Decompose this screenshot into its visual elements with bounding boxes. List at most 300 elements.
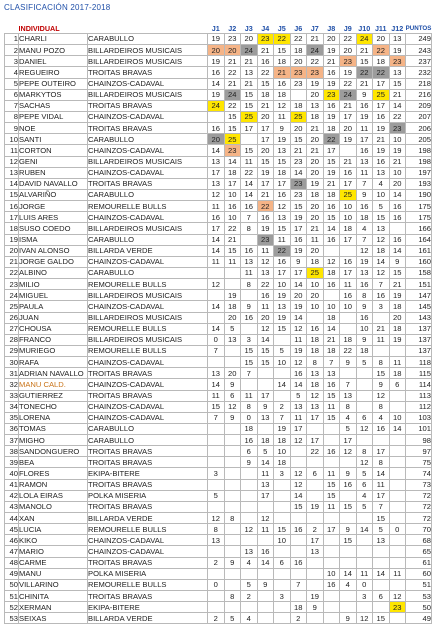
player-name: DANIEL (19, 56, 88, 67)
score-cell: 23 (389, 123, 406, 134)
score-cell: 18 (274, 167, 291, 178)
score-cell: 17 (307, 412, 324, 423)
total-points: 175 (406, 201, 432, 212)
header-points: PUNTOS (405, 25, 432, 32)
score-cell (241, 602, 258, 613)
score-cell: 18 (257, 435, 274, 446)
score-cell: 15 (290, 501, 307, 512)
score-cell (340, 591, 357, 602)
header-round: J5 (277, 25, 286, 33)
score-cell (208, 446, 225, 457)
score-cell: 13 (307, 368, 324, 379)
total-points: 218 (406, 78, 432, 89)
score-cell: 15 (224, 245, 241, 256)
score-cell: 9 (340, 524, 357, 535)
score-cell: 0 (356, 579, 373, 590)
score-cell: 24 (241, 45, 258, 56)
table-row (5, 234, 432, 245)
score-cell: 19 (224, 290, 241, 301)
score-cell: 19 (274, 312, 291, 323)
table-row (5, 56, 432, 67)
score-cell (224, 468, 241, 479)
score-cell: 22 (373, 67, 390, 78)
header-round: J7 (310, 25, 319, 33)
score-cell (290, 457, 307, 468)
score-cell (389, 513, 406, 524)
rank-cell: 51 (5, 591, 19, 602)
team-name: CHAINZOS-CADAVAL (88, 167, 208, 178)
rank-cell: 16 (5, 201, 19, 212)
score-cell: 25 (224, 134, 241, 145)
score-cell: 13 (356, 267, 373, 278)
team-name: REMOURELLE BULLS (88, 524, 208, 535)
table-row (5, 546, 432, 557)
score-cell (290, 446, 307, 457)
total-points: 65 (406, 546, 432, 557)
score-cell: 23 (257, 34, 274, 45)
score-cell: 23 (307, 67, 324, 78)
score-cell: 13 (307, 546, 324, 557)
score-cell: 21 (340, 100, 357, 111)
team-name: BILLARDA VERDE (88, 513, 208, 524)
score-cell: 12 (340, 446, 357, 457)
player-name: LORENA (19, 412, 88, 423)
score-cell (224, 446, 241, 457)
table-row (5, 290, 432, 301)
score-cell: 20 (307, 201, 324, 212)
score-cell (224, 546, 241, 557)
table-row (5, 267, 432, 278)
total-points: 118 (406, 357, 432, 368)
score-cell: 18 (274, 457, 291, 468)
score-cell (208, 568, 225, 579)
rank-cell: 8 (5, 111, 19, 122)
score-cell (274, 479, 291, 490)
player-name: SACHAS (19, 100, 88, 111)
score-cell: 3 (274, 468, 291, 479)
score-cell: 9 (389, 256, 406, 267)
header-round: J4 (261, 25, 270, 33)
player-name: ISMA (19, 234, 88, 245)
rank-cell: 25 (5, 301, 19, 312)
score-cell (323, 557, 340, 568)
score-cell (356, 602, 373, 613)
header-round: J1 (211, 25, 220, 33)
score-cell (257, 501, 274, 512)
score-cell: 15 (373, 613, 390, 624)
score-cell: 16 (323, 279, 340, 290)
score-cell: 23 (257, 234, 274, 245)
team-name: CHAINZOS-CADAVAL (88, 256, 208, 267)
table-row (5, 67, 432, 78)
score-cell: 7 (323, 357, 340, 368)
score-cell: 23 (389, 602, 406, 613)
score-cell: 18 (340, 223, 357, 234)
score-cell: 15 (274, 156, 291, 167)
score-cell (356, 535, 373, 546)
team-name: TROITAS BRAVAS (88, 457, 208, 468)
score-cell: 15 (257, 357, 274, 368)
rank-cell: 50 (5, 579, 19, 590)
score-cell: 22 (323, 134, 340, 145)
rank-cell: 20 (5, 245, 19, 256)
score-cell: 3 (241, 334, 258, 345)
score-cell: 11 (373, 334, 390, 345)
rank-cell: 45 (5, 524, 19, 535)
score-cell: 14 (208, 78, 225, 89)
player-name: MANU CALD. (19, 379, 88, 390)
score-cell: 12 (356, 457, 373, 468)
score-cell (340, 145, 357, 156)
score-cell: 9 (307, 602, 324, 613)
score-cell (340, 457, 357, 468)
score-cell (274, 602, 291, 613)
score-cell: 19 (307, 501, 324, 512)
score-cell: 15 (241, 89, 258, 100)
score-cell: 22 (257, 67, 274, 78)
score-cell: 17 (340, 111, 357, 122)
score-cell (257, 423, 274, 434)
table-row (5, 256, 432, 267)
score-cell: 2 (290, 613, 307, 624)
team-name: TROITAS BRAVAS (88, 390, 208, 401)
score-cell: 19 (307, 178, 324, 189)
score-cell: 15 (323, 390, 340, 401)
score-cell (323, 513, 340, 524)
rank-cell: 17 (5, 212, 19, 223)
score-cell: 21 (257, 100, 274, 111)
score-cell: 5 (224, 613, 241, 624)
score-cell (389, 390, 406, 401)
rank-cell: 22 (5, 267, 19, 278)
score-cell (290, 546, 307, 557)
score-cell: 14 (290, 312, 307, 323)
player-name: TONECHO (19, 401, 88, 412)
score-cell: 14 (373, 568, 390, 579)
team-name: BILLARDEIROS MUSICAIS (88, 312, 208, 323)
score-cell: 21 (389, 279, 406, 290)
team-name: CHAINZOS-CADAVAL (88, 379, 208, 390)
score-cell (389, 345, 406, 356)
score-cell: 6 (356, 412, 373, 423)
score-cell: 5 (290, 390, 307, 401)
score-cell (307, 579, 324, 590)
player-name: MARKYTOS (19, 89, 88, 100)
score-cell (389, 546, 406, 557)
score-cell: 15 (241, 100, 258, 111)
score-cell: 19 (373, 123, 390, 134)
score-cell: 12 (323, 256, 340, 267)
score-cell: 9 (224, 557, 241, 568)
total-points: 206 (406, 123, 432, 134)
score-cell: 16 (257, 212, 274, 223)
score-cell: 4 (340, 579, 357, 590)
team-name: BILLARDA VERDE (88, 613, 208, 624)
table-row (5, 602, 432, 613)
score-cell: 13 (257, 479, 274, 490)
score-cell: 10 (389, 134, 406, 145)
score-cell: 14 (290, 279, 307, 290)
score-cell: 10 (224, 189, 241, 200)
total-points: 72 (406, 501, 432, 512)
rank-cell: 10 (5, 134, 19, 145)
score-cell (208, 423, 225, 434)
score-cell: 12 (257, 323, 274, 334)
score-cell: 2 (241, 591, 258, 602)
player-name: CARME (19, 557, 88, 568)
score-cell: 20 (307, 156, 324, 167)
score-cell: 19 (356, 256, 373, 267)
rank-cell: 23 (5, 279, 19, 290)
score-cell: 13 (389, 34, 406, 45)
score-cell: 17 (274, 267, 291, 278)
table-row (5, 123, 432, 134)
score-cell (340, 557, 357, 568)
header-round: J11 (374, 25, 387, 33)
table-row (5, 368, 432, 379)
score-cell: 15 (257, 156, 274, 167)
score-cell: 19 (340, 67, 357, 78)
player-name: FLORES (19, 468, 88, 479)
table-row (5, 312, 432, 323)
rank-cell: 4 (5, 67, 19, 78)
score-cell: 18 (290, 602, 307, 613)
score-cell (208, 546, 225, 557)
score-cell: 10 (274, 357, 291, 368)
score-cell: 21 (307, 34, 324, 45)
score-cell (224, 602, 241, 613)
score-cell: 22 (340, 78, 357, 89)
rank-cell: 53 (5, 613, 19, 624)
score-cell: 20 (307, 212, 324, 223)
score-cell: 15 (373, 513, 390, 524)
score-cell: 0 (241, 412, 258, 423)
score-cell: 0 (208, 579, 225, 590)
score-cell (307, 423, 324, 434)
player-name: PAULA (19, 301, 88, 312)
score-cell: 16 (208, 212, 225, 223)
score-cell: 16 (257, 546, 274, 557)
score-cell (389, 535, 406, 546)
score-cell: 12 (208, 513, 225, 524)
score-cell: 7 (290, 579, 307, 590)
score-cell: 11 (356, 568, 373, 579)
score-cell (373, 312, 390, 323)
score-cell: 11 (323, 468, 340, 479)
score-cell: 9 (257, 579, 274, 590)
score-cell: 19 (257, 167, 274, 178)
score-cell: 25 (340, 189, 357, 200)
rank-cell: 29 (5, 345, 19, 356)
team-name: POLKA MISERIA (88, 568, 208, 579)
player-name: MURIEGO (19, 345, 88, 356)
table-row (5, 345, 432, 356)
score-cell (373, 345, 390, 356)
score-cell (224, 267, 241, 278)
score-cell: 6 (274, 557, 291, 568)
score-cell: 13 (208, 178, 225, 189)
score-cell: 16 (356, 100, 373, 111)
score-cell: 15 (340, 535, 357, 546)
player-name: MIGUEL (19, 290, 88, 301)
score-cell: 4 (373, 178, 390, 189)
total-points: 101 (406, 423, 432, 434)
score-cell: 9 (224, 379, 241, 390)
score-cell: 23 (290, 156, 307, 167)
score-cell: 17 (323, 524, 340, 535)
score-cell: 3 (208, 468, 225, 479)
score-cell: 20 (224, 45, 241, 56)
score-cell: 4 (356, 223, 373, 234)
score-cell (290, 568, 307, 579)
score-cell: 22 (224, 100, 241, 111)
score-cell: 13 (241, 546, 258, 557)
score-cell: 11 (257, 245, 274, 256)
team-name: TROITAS BRAVAS (88, 123, 208, 134)
score-cell: 5 (356, 357, 373, 368)
score-cell: 16 (323, 67, 340, 78)
total-points: 137 (406, 334, 432, 345)
score-cell (340, 602, 357, 613)
score-cell: 15 (208, 401, 225, 412)
team-name: CHAINZOS-CADAVAL (88, 145, 208, 156)
score-cell: 18 (340, 334, 357, 345)
score-cell (241, 535, 258, 546)
score-cell: 13 (389, 67, 406, 78)
team-name: TROITAS BRAVAS (88, 100, 208, 111)
table-row (5, 134, 432, 145)
table-row (5, 223, 432, 234)
score-cell: 8 (241, 279, 258, 290)
score-cell (356, 546, 373, 557)
score-cell: 3 (274, 591, 291, 602)
score-cell: 18 (290, 45, 307, 56)
team-name: CHAINZOS-CADAVAL (88, 212, 208, 223)
score-cell: 22 (224, 67, 241, 78)
table-row (5, 390, 432, 401)
score-cell: 19 (323, 111, 340, 122)
score-cell: 14 (257, 457, 274, 468)
rank-cell: 46 (5, 535, 19, 546)
score-cell: 25 (373, 89, 390, 100)
score-cell: 16 (290, 234, 307, 245)
score-cell: 8 (356, 290, 373, 301)
score-cell: 8 (373, 357, 390, 368)
score-cell: 7 (373, 501, 390, 512)
total-points: 190 (406, 189, 432, 200)
rank-cell: 26 (5, 312, 19, 323)
rank-cell: 38 (5, 446, 19, 457)
score-cell: 9 (340, 357, 357, 368)
score-cell: 16 (290, 557, 307, 568)
score-cell: 18 (323, 345, 340, 356)
total-points: 137 (406, 345, 432, 356)
score-cell: 17 (373, 100, 390, 111)
score-cell: 9 (241, 457, 258, 468)
score-cell: 12 (356, 423, 373, 434)
score-cell: 9 (290, 256, 307, 267)
score-cell (274, 490, 291, 501)
rank-cell: 11 (5, 145, 19, 156)
score-cell: 16 (274, 256, 291, 267)
score-cell: 9 (340, 613, 357, 624)
score-cell: 21 (274, 67, 291, 78)
player-name: JORGE GALDO (19, 256, 88, 267)
score-cell (224, 535, 241, 546)
score-cell (208, 501, 225, 512)
header-round: J12 (391, 25, 404, 33)
score-cell: 16 (323, 446, 340, 457)
score-cell (290, 513, 307, 524)
player-name: CHARLI (19, 34, 88, 45)
score-cell: 21 (307, 145, 324, 156)
score-cell: 18 (323, 123, 340, 134)
score-cell (323, 423, 340, 434)
score-cell: 7 (208, 412, 225, 423)
score-cell: 2 (274, 401, 291, 412)
score-cell (389, 557, 406, 568)
score-cell (241, 323, 258, 334)
score-cell: 16 (274, 78, 291, 89)
score-cell (274, 546, 291, 557)
score-cell: 11 (356, 123, 373, 134)
score-cell: 20 (307, 89, 324, 100)
score-cell: 13 (241, 67, 258, 78)
score-cell: 18 (373, 245, 390, 256)
score-cell (290, 89, 307, 100)
score-cell (208, 591, 225, 602)
score-cell: 17 (290, 423, 307, 434)
table-row (5, 189, 432, 200)
score-cell: 22 (340, 345, 357, 356)
score-cell: 11 (257, 301, 274, 312)
score-cell: 18 (307, 334, 324, 345)
player-name: ALBINO (19, 267, 88, 278)
rank-cell: 19 (5, 234, 19, 245)
score-cell: 14 (389, 423, 406, 434)
total-points: 143 (406, 312, 432, 323)
score-cell: 17 (241, 123, 258, 134)
total-points: 97 (406, 446, 432, 457)
score-cell: 16 (241, 245, 258, 256)
table-row (5, 401, 432, 412)
score-cell: 18 (241, 423, 258, 434)
score-cell (274, 579, 291, 590)
score-cell: 7 (356, 178, 373, 189)
score-cell: 8 (307, 357, 324, 368)
score-cell: 13 (323, 368, 340, 379)
total-points: 237 (406, 56, 432, 67)
table-row (5, 479, 432, 490)
player-name: SUSO COEDO (19, 223, 88, 234)
player-name: BEA (19, 457, 88, 468)
score-cell: 16 (340, 290, 357, 301)
team-name: TROITAS BRAVAS (88, 178, 208, 189)
score-cell: 13 (274, 212, 291, 223)
team-name: CHAINZOS-CADAVAL (88, 535, 208, 546)
total-points: 145 (406, 301, 432, 312)
score-cell: 16 (241, 312, 258, 323)
score-cell (340, 312, 357, 323)
score-cell: 24 (224, 89, 241, 100)
score-cell: 11 (241, 267, 258, 278)
team-name: CHAINZOS-CADAVAL (88, 546, 208, 557)
score-cell: 15 (323, 490, 340, 501)
total-points: 50 (406, 602, 432, 613)
table-row (5, 334, 432, 345)
score-cell (224, 479, 241, 490)
score-cell: 23 (323, 89, 340, 100)
